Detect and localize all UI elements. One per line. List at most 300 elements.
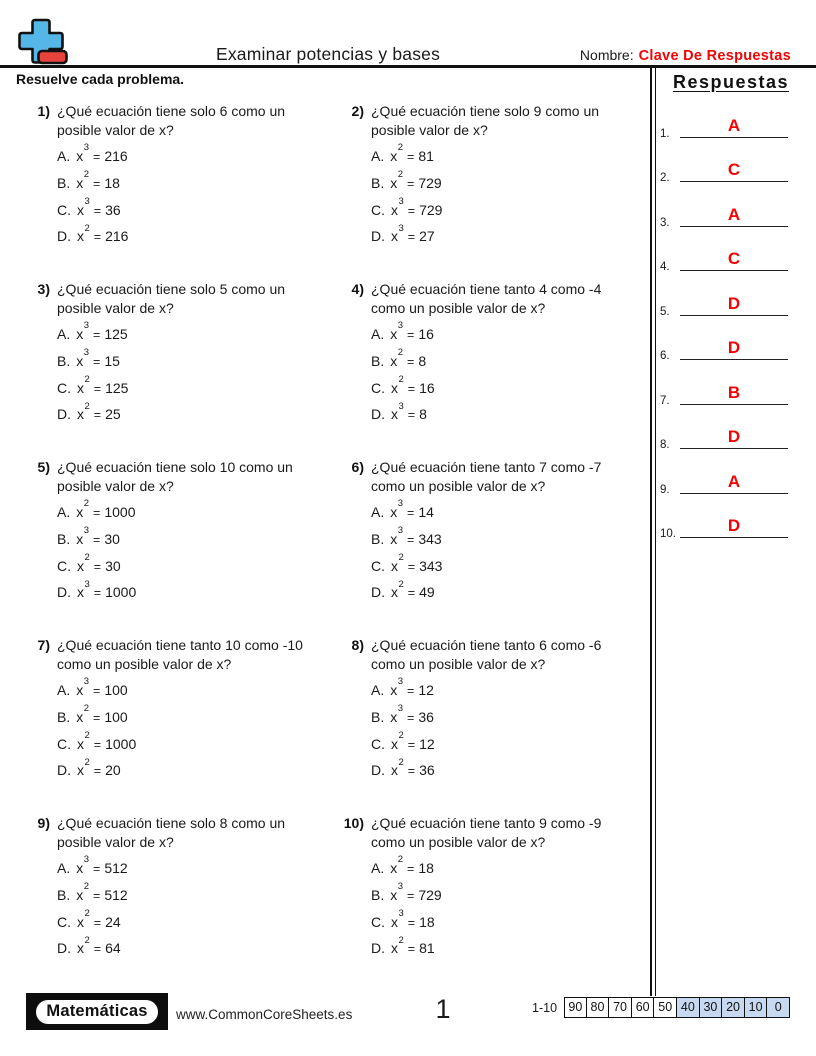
question-options bbox=[57, 142, 338, 247]
question-text: ¿Qué ecuación tiene solo 6 como un posible valor de x? bbox=[57, 103, 286, 138]
equals-sign: = bbox=[407, 710, 415, 725]
option-label: B. bbox=[371, 708, 385, 725]
option-row bbox=[371, 551, 650, 577]
option-equation-exponent: 2 bbox=[397, 169, 404, 181]
question-number: 2) bbox=[351, 103, 364, 119]
option-label: D. bbox=[371, 762, 385, 779]
option-equation-value: 36 bbox=[419, 762, 435, 779]
option-equation-value: 36 bbox=[418, 708, 434, 725]
option-label: A. bbox=[57, 682, 71, 698]
answer-letter: D bbox=[727, 338, 741, 357]
answer-letter: C bbox=[727, 249, 741, 268]
equals-sign: = bbox=[407, 203, 416, 218]
option-equation-value: 18 bbox=[419, 913, 435, 930]
option-label: C. bbox=[57, 735, 71, 752]
equals-sign: = bbox=[407, 862, 415, 876]
option-row bbox=[371, 498, 650, 523]
question-options bbox=[371, 498, 650, 603]
option-equation-value: 512 bbox=[104, 860, 128, 876]
answer-blank-line bbox=[680, 108, 788, 138]
option-equation-value: 125 bbox=[104, 326, 128, 342]
option-equation-base: x bbox=[391, 557, 398, 574]
option-equation-exponent: 3 bbox=[397, 703, 404, 715]
option-equation-value: 25 bbox=[105, 406, 121, 423]
answer-letter: D bbox=[727, 427, 741, 446]
equals-sign: = bbox=[93, 862, 101, 876]
equals-sign: = bbox=[93, 408, 102, 423]
option-label: A. bbox=[371, 860, 385, 876]
answer-letter: D bbox=[727, 293, 741, 313]
equals-sign: = bbox=[93, 737, 102, 752]
option-equation-exponent: 3 bbox=[397, 320, 404, 332]
question-number: 5) bbox=[37, 459, 50, 475]
answer-blank-line bbox=[680, 375, 788, 405]
option-equation-exponent: 3 bbox=[84, 578, 90, 590]
option-equation-exponent: 3 bbox=[397, 881, 404, 893]
option-equation-exponent: 2 bbox=[83, 169, 90, 181]
equals-sign: = bbox=[93, 586, 102, 601]
option-label: B. bbox=[371, 530, 385, 547]
option-equation-value: 15 bbox=[104, 352, 120, 369]
equals-sign: = bbox=[93, 328, 101, 342]
option-equation-exponent: 2 bbox=[83, 703, 90, 715]
option-equation-exponent: 2 bbox=[83, 881, 90, 893]
option-equation-value: 49 bbox=[419, 584, 435, 601]
option-label: D. bbox=[57, 228, 71, 245]
score-cell: 50 bbox=[654, 997, 677, 1018]
option-row bbox=[371, 703, 650, 728]
answer-item bbox=[656, 497, 806, 542]
question-body bbox=[371, 458, 650, 634]
option-equation-value: 81 bbox=[418, 148, 434, 164]
equals-sign: = bbox=[407, 586, 416, 601]
question-text: ¿Qué ecuación tiene tanto 6 como -6 como un posible valor de x? bbox=[371, 637, 602, 672]
answer-letter: B bbox=[727, 382, 741, 402]
option-row bbox=[57, 854, 338, 879]
score-cell: 30 bbox=[700, 997, 723, 1018]
option-equation-value: 216 bbox=[105, 228, 129, 245]
question-item bbox=[24, 812, 338, 990]
equals-sign: = bbox=[407, 408, 416, 423]
equals-sign: = bbox=[407, 328, 415, 342]
equals-sign: = bbox=[93, 764, 102, 779]
option-equation-exponent: 2 bbox=[84, 373, 90, 385]
option-row bbox=[57, 703, 338, 728]
answer-number: 5. bbox=[660, 305, 670, 318]
score-cell: 80 bbox=[587, 997, 610, 1018]
score-cell: 40 bbox=[677, 997, 700, 1018]
option-row bbox=[371, 222, 650, 247]
option-equation-base: x bbox=[76, 860, 84, 876]
option-row bbox=[57, 400, 338, 425]
website-url: www.CommonCoreSheets.es bbox=[176, 1007, 353, 1022]
score-table bbox=[532, 997, 790, 1018]
equals-sign: = bbox=[93, 506, 101, 520]
option-equation-value: 343 bbox=[418, 530, 442, 547]
question-item bbox=[24, 278, 338, 456]
option-row bbox=[371, 400, 650, 425]
option-row bbox=[57, 934, 338, 959]
answer-number: 10. bbox=[660, 528, 676, 540]
option-equation-base: x bbox=[76, 174, 84, 191]
option-row bbox=[57, 347, 338, 372]
option-equation-base: x bbox=[390, 174, 398, 191]
equals-sign: = bbox=[93, 710, 101, 725]
option-row bbox=[371, 934, 650, 959]
equals-sign: = bbox=[93, 203, 102, 218]
answers-list bbox=[656, 96, 806, 541]
question-body bbox=[371, 280, 650, 456]
option-row bbox=[57, 169, 338, 194]
option-row bbox=[57, 195, 338, 221]
header-rule bbox=[0, 65, 816, 68]
question-options bbox=[57, 676, 338, 781]
option-equation-exponent: 3 bbox=[397, 525, 404, 537]
option-equation-exponent: 2 bbox=[84, 400, 90, 412]
option-row bbox=[371, 881, 650, 906]
option-label: B. bbox=[371, 886, 385, 903]
name-label: Nombre: bbox=[579, 47, 634, 63]
equals-sign: = bbox=[93, 559, 102, 574]
option-equation-exponent: 2 bbox=[84, 907, 90, 919]
answer-number: 3. bbox=[660, 216, 670, 229]
question-body bbox=[371, 636, 650, 812]
option-equation-value: 729 bbox=[418, 886, 442, 903]
question-item bbox=[338, 812, 650, 990]
option-equation-base: x bbox=[390, 326, 398, 342]
option-equation-exponent: 2 bbox=[398, 934, 404, 946]
score-cell: 10 bbox=[745, 997, 768, 1018]
option-equation-exponent: 2 bbox=[397, 142, 404, 154]
answer-blank-line bbox=[680, 419, 788, 449]
question-text: ¿Qué ecuación tiene solo 9 como un posible valor de x? bbox=[371, 103, 600, 138]
question-item bbox=[338, 634, 650, 812]
page-number: 1 bbox=[435, 994, 451, 1024]
answer-blank-line bbox=[680, 286, 788, 316]
option-label: D. bbox=[57, 940, 71, 957]
answer-letter: A bbox=[727, 115, 741, 135]
option-row bbox=[57, 676, 338, 701]
brand-label: Matemáticas bbox=[36, 1000, 157, 1024]
option-row bbox=[371, 676, 650, 701]
question-item bbox=[338, 100, 650, 278]
option-equation-base: x bbox=[391, 406, 398, 423]
answer-blank-line bbox=[680, 464, 788, 494]
equals-sign: = bbox=[407, 532, 415, 547]
option-label: C. bbox=[57, 201, 71, 218]
option-equation-exponent: 3 bbox=[397, 676, 404, 688]
option-label: A. bbox=[371, 682, 385, 698]
option-row bbox=[371, 320, 650, 345]
option-label: C. bbox=[57, 557, 71, 574]
answer-number: 9. bbox=[660, 483, 670, 496]
question-options bbox=[371, 142, 650, 247]
option-label: C. bbox=[371, 379, 385, 396]
equals-sign: = bbox=[407, 764, 416, 779]
option-equation-base: x bbox=[391, 913, 398, 930]
option-equation-value: 36 bbox=[105, 201, 121, 218]
option-equation-exponent: 2 bbox=[84, 729, 90, 741]
option-equation-value: 27 bbox=[419, 228, 435, 245]
question-number: 9) bbox=[37, 815, 50, 831]
option-equation-base: x bbox=[77, 940, 84, 957]
option-equation-base: x bbox=[390, 886, 398, 903]
option-label: A. bbox=[371, 148, 385, 164]
option-equation-value: 18 bbox=[418, 860, 434, 876]
option-equation-exponent: 3 bbox=[398, 907, 404, 919]
answer-item bbox=[656, 274, 806, 319]
option-row bbox=[57, 729, 338, 755]
equals-sign: = bbox=[407, 942, 416, 957]
option-equation-base: x bbox=[390, 148, 398, 164]
question-item bbox=[338, 456, 650, 634]
answer-letter: A bbox=[727, 471, 741, 491]
option-equation-exponent: 3 bbox=[83, 347, 90, 359]
question-body bbox=[57, 280, 338, 456]
option-equation-base: x bbox=[77, 735, 84, 752]
option-equation-base: x bbox=[77, 913, 84, 930]
equals-sign: = bbox=[93, 230, 102, 245]
option-label: C. bbox=[371, 557, 385, 574]
answer-number: 4. bbox=[660, 261, 670, 273]
option-label: C. bbox=[57, 913, 71, 930]
equals-sign: = bbox=[407, 230, 416, 245]
option-row bbox=[57, 320, 338, 345]
option-equation-value: 12 bbox=[419, 735, 435, 752]
option-label: C. bbox=[371, 201, 385, 218]
question-number: 8) bbox=[351, 637, 364, 653]
option-equation-value: 16 bbox=[419, 379, 435, 396]
question-options bbox=[57, 320, 338, 425]
question-body bbox=[371, 814, 650, 990]
question-body bbox=[57, 102, 338, 278]
answer-number: 2. bbox=[660, 172, 670, 184]
option-equation-exponent: 2 bbox=[397, 854, 404, 866]
option-equation-exponent: 3 bbox=[397, 498, 404, 510]
option-equation-value: 24 bbox=[105, 913, 121, 930]
answer-number: 6. bbox=[660, 350, 670, 362]
option-label: A. bbox=[57, 326, 71, 342]
answer-item bbox=[656, 408, 806, 453]
option-label: D. bbox=[371, 228, 385, 245]
answer-item bbox=[656, 141, 806, 186]
option-equation-base: x bbox=[76, 682, 84, 698]
option-equation-base: x bbox=[390, 860, 398, 876]
option-equation-exponent: 2 bbox=[84, 222, 90, 234]
option-label: B. bbox=[57, 886, 71, 903]
question-text: ¿Qué ecuación tiene tanto 9 como -9 como un posible valor de x? bbox=[371, 815, 602, 850]
option-label: A. bbox=[57, 504, 71, 520]
equals-sign: = bbox=[407, 354, 415, 369]
equals-sign: = bbox=[93, 150, 101, 164]
equals-sign: = bbox=[407, 559, 416, 574]
question-text: ¿Qué ecuación tiene solo 5 como un posible valor de x? bbox=[57, 281, 286, 316]
answers-divider-line bbox=[650, 67, 652, 996]
option-label: D. bbox=[371, 940, 385, 957]
score-cell: 20 bbox=[722, 997, 745, 1018]
option-row bbox=[371, 578, 650, 603]
score-cell: 60 bbox=[632, 997, 655, 1018]
option-row bbox=[57, 907, 338, 933]
question-options bbox=[57, 854, 338, 959]
option-row bbox=[371, 373, 650, 399]
answer-blank-line bbox=[680, 330, 788, 360]
option-label: B. bbox=[57, 174, 71, 191]
score-cell: 90 bbox=[564, 997, 587, 1018]
option-label: B. bbox=[57, 352, 71, 369]
option-equation-base: x bbox=[76, 530, 84, 547]
option-equation-exponent: 2 bbox=[84, 551, 90, 563]
equals-sign: = bbox=[407, 737, 416, 752]
option-equation-value: 512 bbox=[104, 886, 128, 903]
option-label: B. bbox=[371, 352, 385, 369]
option-equation-base: x bbox=[390, 682, 398, 698]
option-label: C. bbox=[371, 913, 385, 930]
questions-grid bbox=[24, 100, 650, 990]
answer-blank-line bbox=[680, 197, 788, 227]
equals-sign: = bbox=[407, 176, 415, 191]
option-equation-base: x bbox=[391, 379, 398, 396]
equals-sign: = bbox=[407, 381, 416, 396]
option-equation-exponent: 2 bbox=[398, 551, 404, 563]
equals-sign: = bbox=[93, 888, 101, 903]
equals-sign: = bbox=[93, 354, 101, 369]
question-number: 3) bbox=[37, 281, 50, 297]
option-label: A. bbox=[57, 860, 71, 876]
option-equation-value: 729 bbox=[418, 174, 442, 191]
answer-blank-line bbox=[680, 152, 788, 182]
answer-letter: D bbox=[727, 516, 741, 535]
option-equation-exponent: 2 bbox=[84, 756, 90, 768]
score-range-label: 1-10 bbox=[532, 1000, 558, 1015]
brand-badge bbox=[26, 993, 168, 1030]
option-row bbox=[371, 525, 650, 550]
option-equation-base: x bbox=[76, 504, 84, 520]
option-row bbox=[57, 881, 338, 906]
option-equation-value: 1000 bbox=[105, 735, 137, 752]
option-row bbox=[371, 169, 650, 194]
equals-sign: = bbox=[93, 532, 101, 547]
option-label: A. bbox=[371, 326, 385, 342]
question-body bbox=[57, 814, 338, 990]
option-label: C. bbox=[371, 735, 385, 752]
option-equation-base: x bbox=[77, 584, 84, 601]
page-title: Examinar potencias y bases bbox=[215, 44, 441, 64]
option-row bbox=[371, 142, 650, 167]
question-options bbox=[371, 320, 650, 425]
option-equation-base: x bbox=[391, 735, 398, 752]
answer-number: 7. bbox=[660, 394, 670, 407]
option-equation-exponent: 3 bbox=[398, 222, 404, 234]
option-equation-value: 18 bbox=[104, 174, 120, 191]
question-text: ¿Qué ecuación tiene solo 10 como un posible valor de x? bbox=[57, 459, 293, 494]
question-body bbox=[371, 102, 650, 278]
option-equation-base: x bbox=[77, 557, 84, 574]
name-area bbox=[580, 47, 791, 64]
option-row bbox=[57, 525, 338, 550]
score-cell: 70 bbox=[609, 997, 632, 1018]
question-options bbox=[371, 854, 650, 959]
option-equation-exponent: 2 bbox=[398, 729, 404, 741]
option-equation-exponent: 2 bbox=[398, 756, 404, 768]
option-equation-exponent: 3 bbox=[83, 525, 90, 537]
option-row bbox=[57, 756, 338, 781]
option-equation-base: x bbox=[390, 530, 398, 547]
question-number: 7) bbox=[37, 637, 50, 653]
option-equation-value: 81 bbox=[419, 940, 435, 957]
answer-number: 8. bbox=[660, 439, 670, 451]
option-equation-value: 20 bbox=[105, 762, 121, 779]
option-equation-base: x bbox=[391, 940, 398, 957]
option-equation-base: x bbox=[391, 228, 398, 245]
option-equation-exponent: 3 bbox=[83, 676, 90, 688]
answer-item bbox=[656, 230, 806, 275]
equals-sign: = bbox=[93, 942, 102, 957]
option-equation-exponent: 3 bbox=[84, 195, 90, 207]
option-equation-value: 343 bbox=[419, 557, 443, 574]
question-item bbox=[24, 100, 338, 278]
option-row bbox=[57, 373, 338, 399]
answer-item bbox=[656, 185, 806, 230]
option-row bbox=[371, 907, 650, 933]
answer-item bbox=[656, 319, 806, 364]
question-number: 4) bbox=[351, 281, 364, 297]
option-equation-base: x bbox=[77, 379, 84, 396]
option-equation-exponent: 2 bbox=[84, 934, 90, 946]
option-label: C. bbox=[57, 379, 71, 396]
question-options bbox=[371, 676, 650, 781]
answer-letter: C bbox=[727, 160, 741, 179]
option-label: B. bbox=[57, 530, 71, 547]
option-row bbox=[57, 551, 338, 577]
equals-sign: = bbox=[93, 176, 101, 191]
plus-minus-logo-icon bbox=[16, 17, 68, 67]
equals-sign: = bbox=[93, 915, 102, 930]
equals-sign: = bbox=[93, 684, 101, 698]
option-equation-value: 64 bbox=[105, 940, 121, 957]
option-equation-base: x bbox=[77, 406, 84, 423]
question-text: ¿Qué ecuación tiene solo 8 como un posible valor de x? bbox=[57, 815, 286, 850]
equals-sign: = bbox=[407, 150, 415, 164]
option-row bbox=[57, 222, 338, 247]
option-label: A. bbox=[371, 504, 385, 520]
question-text: ¿Qué ecuación tiene tanto 10 como -10 como un posible valor de x? bbox=[57, 637, 303, 672]
option-equation-base: x bbox=[77, 228, 84, 245]
option-equation-value: 125 bbox=[105, 379, 129, 396]
answers-title: Respuestas bbox=[672, 72, 790, 92]
option-row bbox=[371, 756, 650, 781]
equals-sign: = bbox=[407, 684, 415, 698]
option-equation-base: x bbox=[76, 352, 84, 369]
option-row bbox=[371, 854, 650, 879]
option-label: B. bbox=[371, 174, 385, 191]
option-label: A. bbox=[57, 148, 71, 164]
option-equation-value: 14 bbox=[418, 504, 434, 520]
answer-item bbox=[656, 96, 806, 141]
option-label: D. bbox=[371, 584, 385, 601]
question-number: 1) bbox=[37, 103, 50, 119]
option-row bbox=[371, 347, 650, 372]
option-equation-value: 8 bbox=[419, 406, 427, 423]
score-cells bbox=[564, 997, 790, 1018]
option-equation-base: x bbox=[76, 148, 84, 164]
score-cell: 0 bbox=[767, 997, 790, 1018]
option-equation-exponent: 3 bbox=[83, 142, 90, 154]
option-equation-value: 12 bbox=[418, 682, 434, 698]
option-row bbox=[57, 578, 338, 603]
option-equation-exponent: 3 bbox=[83, 320, 90, 332]
option-equation-value: 729 bbox=[419, 201, 443, 218]
